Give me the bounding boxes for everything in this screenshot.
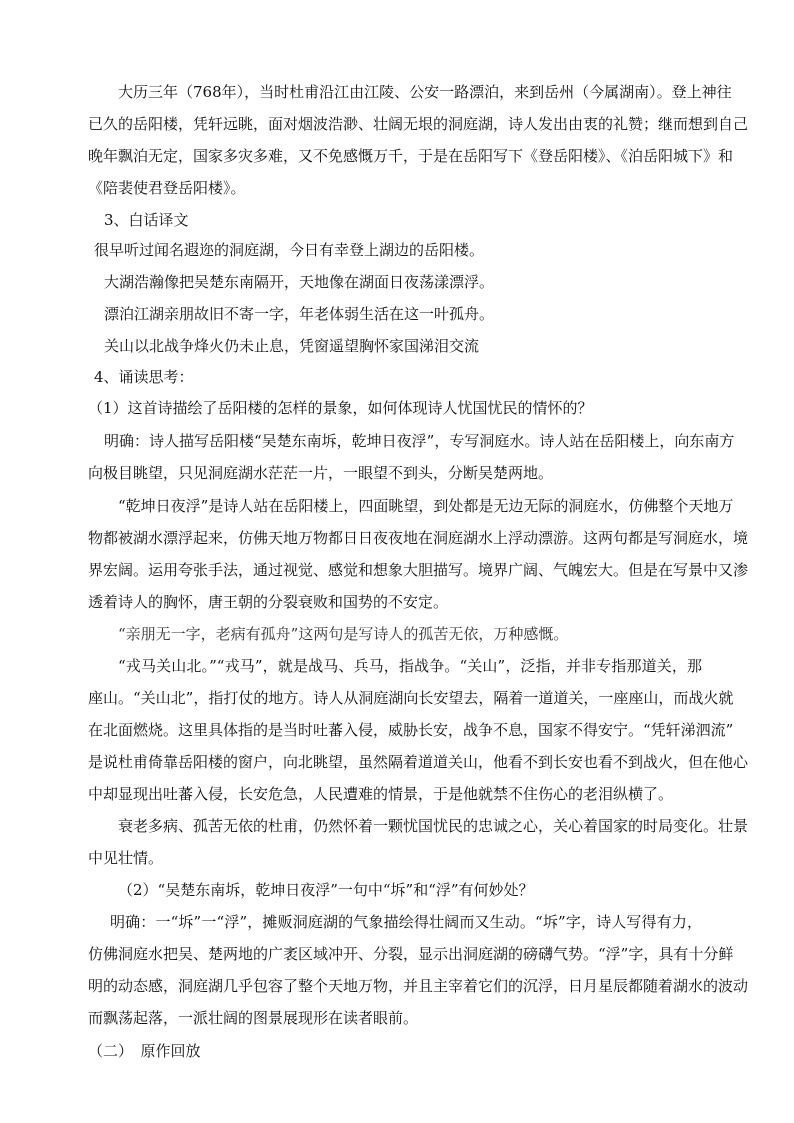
answer-1-line-2: 向极目眺望，只见洞庭湖水茫茫一片，一眼望不到头，分断吴楚两地。: [88, 464, 554, 482]
translation-line-4: 关山以北战争烽火仍未止息，凭窗遥望胸怀家国涕泪交流: [104, 337, 480, 355]
paragraph-1-line-2: 已久的岳阳楼，凭轩远眺，面对烟波浩渺、壮阔无垠的洞庭湖，诗人发出由衷的礼赞；继而想到自己: [88, 115, 749, 133]
translation-line-2: 大湖浩瀚像把吴楚东南隔开，天地像在湖面日夜荡漾漂浮。: [104, 273, 495, 291]
answer-2-line-3: 明的动态感，洞庭湖几乎包容了整个天地万物，并且主宰着它们的沉浮，日月星辰都随着湖水的波动: [88, 977, 749, 995]
translation-line-1: 很早听过闻名遐迩的洞庭湖，今日有幸登上湖边的岳阳楼。: [94, 241, 485, 259]
answer-2-line-1: 明确：一“坼”一“浮”，摊贩洞庭湖的气象描绘得壮阔而又生动。“坼”字，诗人写得有力，: [110, 913, 702, 931]
paragraph-qiankun-line-4: 透着诗人的胸怀，唐王朝的分裂衰败和国势的不安定。: [88, 593, 449, 611]
paragraph-rongma-line-5: 中却显现出吐蕃入侵，长安危急，人民遭难的情景，于是他就禁不住伤心的老泪纵横了。: [88, 785, 674, 803]
question-2: （2）“吴楚东南坼，乾坤日夜浮”一句中“坼”和“浮”有何妙处？: [118, 881, 534, 899]
question-1: （1）这首诗描绘了岳阳楼的怎样的景象，如何体现诗人忧国忧民的情怀的？: [88, 399, 593, 417]
paragraph-1-line-3: 晚年飘泊无定，国家多灾多难，又不免感慨万千，于是在岳阳写下《登岳阳楼》、《泊岳阳城下》和: [88, 147, 734, 165]
paragraph-qiankun-line-1: “乾坤日夜浮”是诗人站在岳阳楼上，四面眺望，到处都是无边无际的洞庭水，仿佛整个天地万: [118, 497, 734, 515]
section-er-heading: （二） 原作回放: [88, 1042, 201, 1060]
answer-2-line-2: 仿佛洞庭水把吴、楚两地的广袤区域冲开、分裂，显示出洞庭湖的磅礴气势。“浮”字，具有十分鲜: [88, 945, 734, 963]
paragraph-rongma-line-4: 是说杜甫倚靠岳阳楼的窗户，向北眺望，虽然隔着道道关山，他看不到长安也看不到战火，但在他心: [88, 753, 749, 771]
paragraph-shuailao-line-2: 中见壮情。: [88, 849, 164, 867]
paragraph-rongma-line-3: 在北面燃烧。这里具体指的是当时吐蕃入侵，威胁长安，战争不息，国家不得安宁。“凭轩涕泗流”: [88, 721, 734, 739]
translation-line-3: 漂泊江湖亲朋故旧不寄一字，年老体弱生活在这一叶孤舟。: [104, 305, 495, 323]
section-3-heading: 3、白话译文: [104, 211, 189, 229]
paragraph-1-line-1: 大历三年（768年），当时杜甫沿江由江陵、公安一路漂泊，来到岳州（今属湖南）。登上神往: [118, 83, 732, 101]
paragraph-1-line-4: 《陪裴使君登岳阳楼》。: [88, 179, 246, 197]
paragraph-rongma-line-2: 座山。“关山北”，指打仗的地方。诗人从洞庭湖向长安望去，隔着一道道关，一座座山，而战火就: [88, 689, 734, 707]
paragraph-rongma-line-1: “戎马关山北。”“戎马”，就是战马、兵马，指战争。“关山”，泛指，并非专指那道关，那: [118, 657, 702, 675]
section-4-heading: 4、诵读思考：: [94, 368, 194, 386]
answer-1-line-1: 明确：诗人描写岳阳楼“吴楚东南坼，乾坤日夜浮”，专写洞庭水。诗人站在岳阳楼上，向东南方: [104, 432, 735, 450]
paragraph-qinpeng: “亲朋无一字，老病有孤舟”这两句是写诗人的孤苦无依，万种感慨。: [118, 625, 569, 643]
answer-2-line-4: 而飘荡起落，一派壮阔的图景展现形在读者眼前。: [88, 1009, 419, 1027]
paragraph-shuailao-line-1: 衰老多病、孤苦无依的杜甫，仍然怀着一颗忧国忧民的忠诚之心，关心着国家的时局变化。壮景: [118, 817, 749, 835]
paragraph-qiankun-line-3: 界宏阔。运用夸张手法，通过视觉、感觉和想象大胆描写。境界广阔、气魄宏大。但是在写景中又渗: [88, 561, 749, 579]
paragraph-qiankun-line-2: 物都被湖水漂浮起来，仿佛天地万物都日日夜夜地在洞庭湖水上浮动漂游。这两句都是写洞庭水，境: [88, 529, 749, 547]
